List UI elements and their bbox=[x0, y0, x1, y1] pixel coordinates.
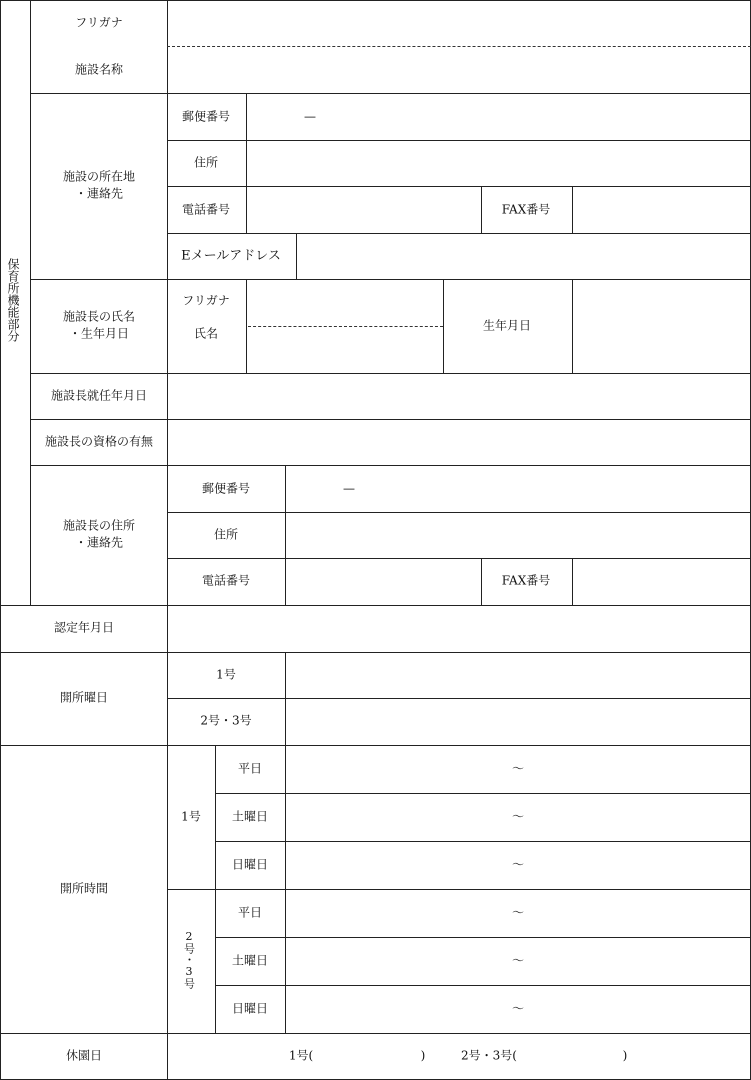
director-fax-label: FAX番号 bbox=[501, 573, 551, 588]
open-hours-label: 開所時間 bbox=[59, 881, 109, 896]
birth-date-field[interactable] bbox=[573, 280, 750, 373]
appointment-date-field[interactable] bbox=[168, 374, 750, 419]
director-name-sublabel: 氏名 bbox=[193, 326, 219, 341]
open-days-type23-field[interactable] bbox=[286, 699, 750, 745]
type23-sunday-tilde: ～ bbox=[511, 1001, 525, 1016]
director-postal-label: 郵便番号 bbox=[201, 481, 251, 496]
type23-saturday-label: 土曜日 bbox=[231, 953, 269, 968]
postal-code-label: 郵便番号 bbox=[181, 109, 231, 124]
certification-date-label: 認定年月日 bbox=[53, 620, 115, 635]
type1-saturday-label: 土曜日 bbox=[231, 809, 269, 824]
type1-saturday-tilde: ～ bbox=[511, 809, 525, 824]
open-hours-type23-label: 2号・3号 bbox=[182, 930, 196, 989]
open-days-type1-label: 1号 bbox=[216, 667, 236, 682]
open-days-type23-label: 2号・3号 bbox=[200, 713, 252, 728]
type1-saturday-hours-field[interactable] bbox=[286, 794, 750, 841]
type23-weekday-label: 平日 bbox=[237, 905, 263, 920]
certification-date-field[interactable] bbox=[168, 606, 750, 652]
phone-field[interactable] bbox=[247, 187, 481, 233]
holidays-type23-field[interactable] bbox=[525, 1036, 619, 1076]
address-field[interactable] bbox=[247, 141, 750, 186]
director-name-label: 施設長の氏名 ・生年月日 bbox=[62, 309, 136, 341]
facility-furigana-label: フリガナ bbox=[75, 15, 123, 30]
section-side-label: 保育所機能部分 bbox=[6, 258, 20, 342]
facility-furigana-field[interactable] bbox=[168, 1, 750, 45]
facility-name-field[interactable] bbox=[168, 47, 750, 93]
type1-weekday-tilde: ～ bbox=[511, 761, 525, 776]
phone-label: 電話番号 bbox=[181, 202, 231, 217]
birth-date-label: 生年月日 bbox=[482, 318, 532, 333]
director-furigana-label: フリガナ bbox=[182, 293, 230, 308]
director-furigana-field[interactable] bbox=[247, 280, 443, 325]
director-name-field[interactable] bbox=[247, 327, 443, 373]
holidays-type23-label: 2号・3号( bbox=[461, 1048, 517, 1063]
type1-sunday-tilde: ～ bbox=[511, 857, 525, 872]
type23-saturday-hours-field[interactable] bbox=[286, 938, 750, 985]
director-postal-separator: — bbox=[343, 481, 355, 496]
holidays-type1-label: 1号( bbox=[288, 1048, 314, 1063]
email-field[interactable] bbox=[297, 234, 750, 279]
holidays-type1-close: ) bbox=[420, 1048, 426, 1063]
open-days-label: 開所曜日 bbox=[59, 690, 109, 705]
facility-location-label: 施設の所在地 ・連絡先 bbox=[62, 169, 136, 201]
director-address-field[interactable] bbox=[286, 513, 750, 558]
qualification-field[interactable] bbox=[168, 420, 750, 465]
open-hours-type1-label: 1号 bbox=[181, 809, 201, 824]
address-label: 住所 bbox=[193, 155, 219, 170]
facility-name-label: 施設名称 bbox=[74, 62, 124, 77]
type23-saturday-tilde: ～ bbox=[511, 953, 525, 968]
type23-weekday-tilde: ～ bbox=[511, 905, 525, 920]
type1-sunday-hours-field[interactable] bbox=[286, 842, 750, 889]
fax-label: FAX番号 bbox=[501, 202, 551, 217]
open-days-type1-field[interactable] bbox=[286, 653, 750, 698]
qualification-label: 施設長の資格の有無 bbox=[44, 434, 154, 449]
director-address-label: 施設長の住所 ・連絡先 bbox=[62, 518, 136, 550]
holidays-type23-close: ) bbox=[622, 1048, 628, 1063]
postal-code-separator: — bbox=[304, 109, 316, 124]
holidays-label: 休園日 bbox=[65, 1048, 103, 1063]
holidays-type1-field[interactable] bbox=[320, 1036, 416, 1076]
postal-code-field[interactable] bbox=[247, 94, 750, 140]
director-phone-label: 電話番号 bbox=[201, 573, 251, 588]
appointment-date-label: 施設長就任年月日 bbox=[50, 388, 148, 403]
type1-sunday-label: 日曜日 bbox=[231, 857, 269, 872]
director-fax-field[interactable] bbox=[573, 559, 750, 605]
director-phone-field[interactable] bbox=[286, 559, 481, 605]
type23-sunday-label: 日曜日 bbox=[231, 1001, 269, 1016]
director-postal-field[interactable] bbox=[286, 466, 750, 512]
fax-field[interactable] bbox=[573, 187, 750, 233]
type23-sunday-hours-field[interactable] bbox=[286, 986, 750, 1033]
email-label: Eメールアドレス bbox=[181, 248, 281, 264]
type1-weekday-hours-field[interactable] bbox=[286, 746, 750, 793]
director-address-sublabel: 住所 bbox=[213, 527, 239, 542]
type1-weekday-label: 平日 bbox=[237, 761, 263, 776]
type23-weekday-hours-field[interactable] bbox=[286, 890, 750, 937]
